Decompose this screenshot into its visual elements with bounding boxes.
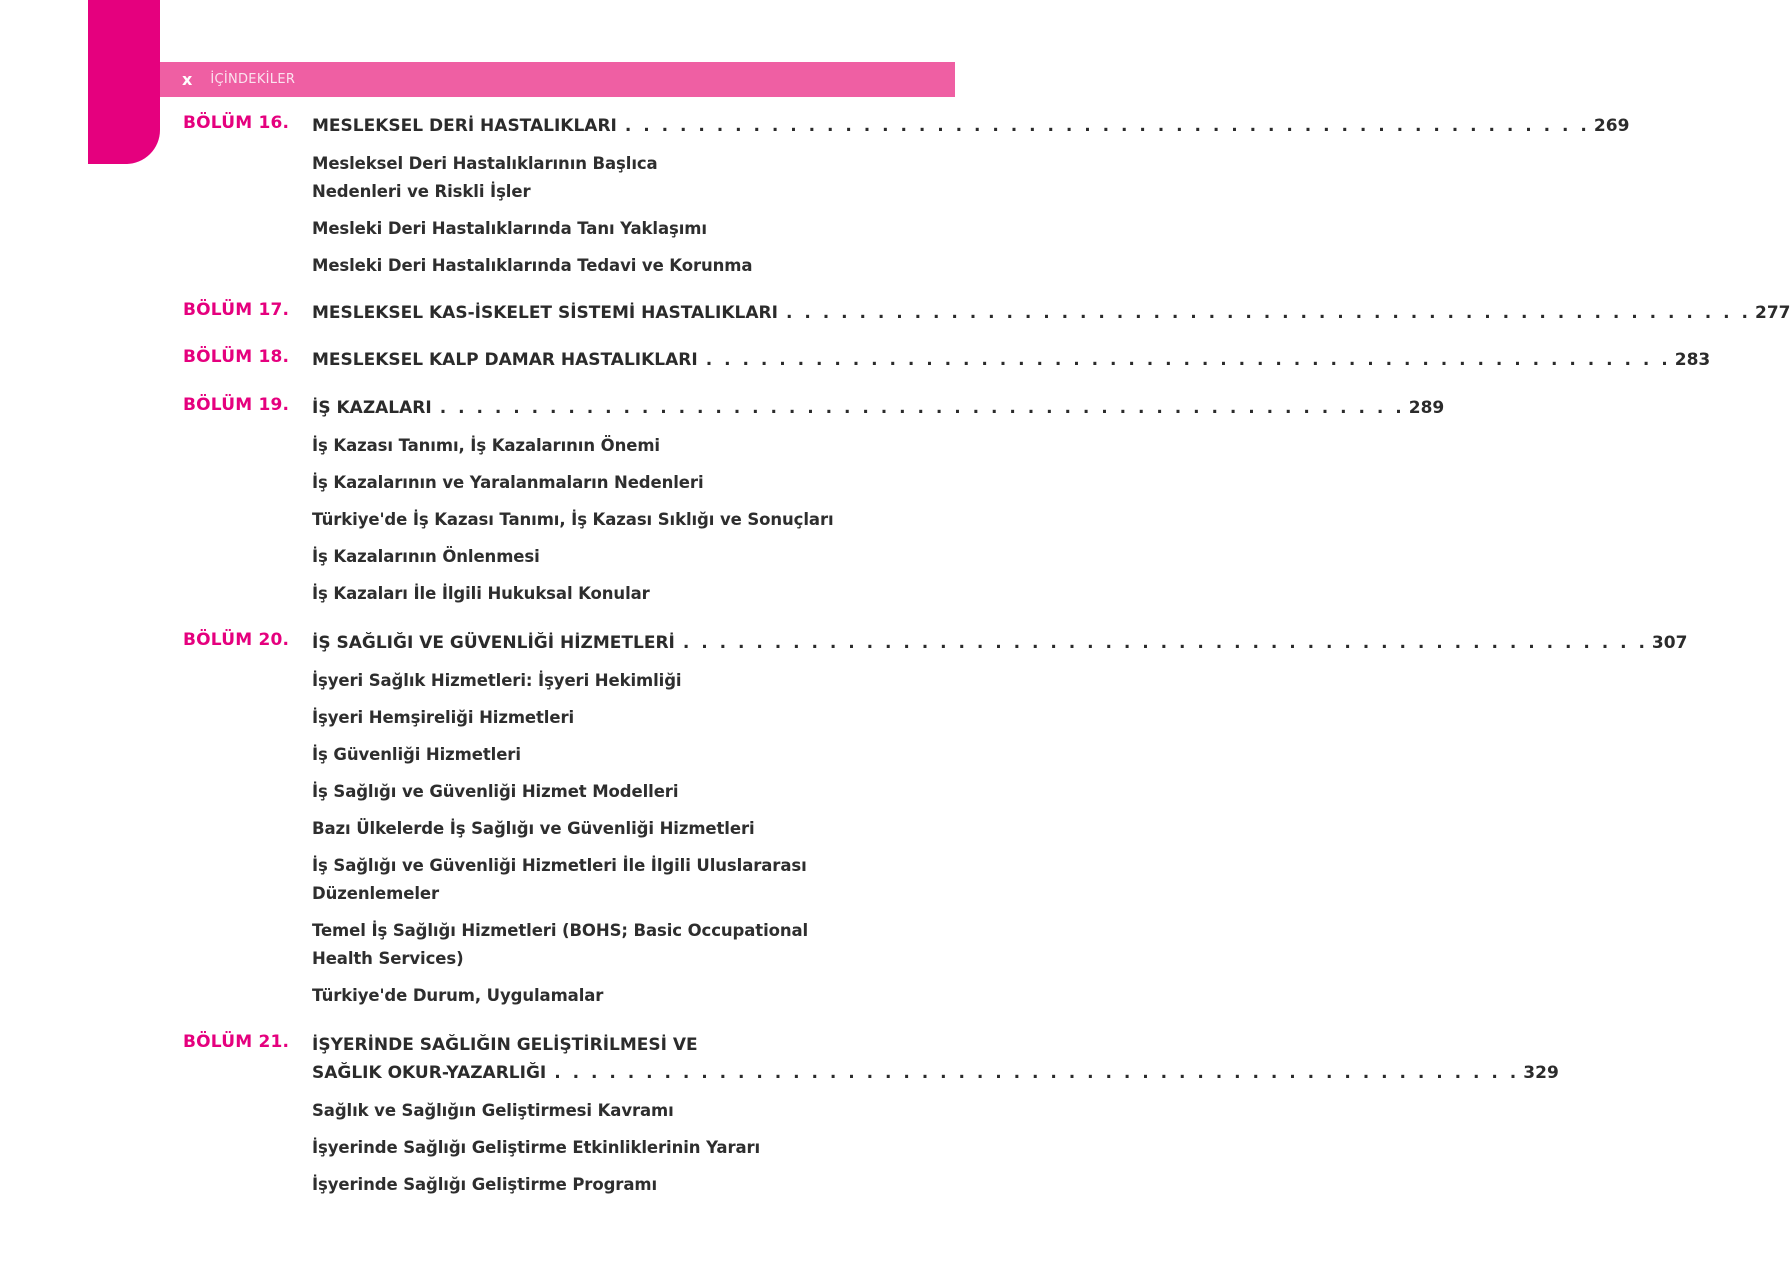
chapter-body <box>312 112 1630 280</box>
section-item[interactable]: Temel İş Sağlığı Hizmetleri (BOHS; Basic Occupational Health Services) <box>312 921 809 968</box>
chapter-title: MESLEKSEL KAS-İSKELET SİSTEMİ HASTALIKLARI <box>312 303 778 323</box>
section-item[interactable]: İş Kazaları İle İlgili Hukuksal Konular <box>312 584 650 603</box>
chapter-20 <box>183 629 1688 1010</box>
chapter-body <box>312 346 1711 374</box>
chapter-title-row[interactable] <box>312 629 1688 657</box>
leader-dots: . . . . . . . . . . . . . . . . . . . . . . . . . . . . . . . . . . . . . . . . . . . . . . . . . . . . . <box>439 398 1405 418</box>
page-number: x <box>182 70 193 89</box>
section-item[interactable]: İş Kazalarının Önlenmesi <box>312 547 540 566</box>
chapter-17 <box>183 299 1790 327</box>
chapter-page: 289 <box>1408 398 1445 418</box>
chapter-label: BÖLÜM 17. <box>183 300 290 320</box>
chapter-19 <box>183 394 1445 608</box>
chapter-title: SAĞLIK OKUR-YAZARLIĞI <box>312 1063 547 1083</box>
header-title: İÇİNDEKİLER <box>210 72 296 87</box>
chapter-page: 277 <box>1754 303 1790 323</box>
section-item[interactable]: İş Sağlığı ve Güvenliği Hizmet Modelleri <box>312 782 679 801</box>
chapter-title: MESLEKSEL DERİ HASTALIKLARI <box>312 116 617 136</box>
leader-dots: . . . . . . . . . . . . . . . . . . . . . . . . . . . . . . . . . . . . . . . . . . . . . . . . . . . . . <box>705 350 1671 370</box>
chapter-16 <box>183 112 1630 280</box>
chapter-page: 283 <box>1674 350 1711 370</box>
chapter-page: 269 <box>1593 116 1630 136</box>
chapter-title-line1: İŞYERİNDE SAĞLIĞIN GELİŞTİRİLMESİ VE <box>312 1035 698 1055</box>
section-item[interactable]: Bazı Ülkelerde İş Sağlığı ve Güvenliği Hizmetleri <box>312 819 755 838</box>
chapter-title-row[interactable] <box>312 346 1711 374</box>
chapter-body <box>312 299 1790 327</box>
section-item[interactable]: İş Kazası Tanımı, İş Kazalarının Önemi <box>312 436 660 455</box>
section-item[interactable]: Türkiye'de İş Kazası Tanımı, İş Kazası Sıklığı ve Sonuçları <box>312 510 834 529</box>
leader-dots: . . . . . . . . . . . . . . . . . . . . . . . . . . . . . . . . . . . . . . . . . . . . . . . . . . . . . <box>624 116 1590 136</box>
section-item[interactable]: İşyerinde Sağlığı Geliştirme Programı <box>312 1175 658 1194</box>
section-item[interactable]: Mesleki Deri Hastalıklarında Tanı Yaklaşımı <box>312 219 707 238</box>
running-header <box>160 62 955 97</box>
section-item[interactable]: İş Güvenliği Hizmetleri <box>312 745 521 764</box>
chapter-21 <box>183 1031 1559 1199</box>
chapter-label: BÖLÜM 19. <box>183 395 290 415</box>
chapter-title: İŞ SAĞLIĞI VE GÜVENLİĞİ HİZMETLERİ <box>312 633 675 653</box>
section-item[interactable]: Mesleki Deri Hastalıklarında Tedavi ve Korunma <box>312 256 753 275</box>
chapter-title-row[interactable] <box>312 112 1630 140</box>
chapter-label: BÖLÜM 16. <box>183 113 290 133</box>
chapter-18 <box>183 346 1711 374</box>
chapter-page: 307 <box>1651 633 1688 653</box>
section-item[interactable]: İş Kazalarının ve Yaralanmaların Nedenleri <box>312 473 704 492</box>
chapter-title-row[interactable] <box>312 394 1445 422</box>
section-item[interactable]: Türkiye'de Durum, Uygulamalar <box>312 986 604 1005</box>
chapter-body <box>312 1031 1559 1199</box>
section-item[interactable]: İşyeri Hemşireliği Hizmetleri <box>312 708 575 727</box>
chapter-title-row[interactable] <box>312 1059 1559 1087</box>
chapter-page: 329 <box>1523 1063 1559 1083</box>
chapter-label: BÖLÜM 20. <box>183 630 290 650</box>
chapter-title: MESLEKSEL KALP DAMAR HASTALIKLARI <box>312 350 698 370</box>
section-item[interactable]: Sağlık ve Sağlığın Geliştirmesi Kavramı <box>312 1101 674 1120</box>
leader-dots: . . . . . . . . . . . . . . . . . . . . . . . . . . . . . . . . . . . . . . . . . . . . . . . . . . . . . <box>682 633 1648 653</box>
section-item[interactable]: Mesleksel Deri Hastalıklarının Başlıca Nedenleri ve Riskli İşler <box>312 154 658 201</box>
chapter-title-row[interactable] <box>312 299 1790 327</box>
chapter-label: BÖLÜM 21. <box>183 1032 290 1052</box>
leader-dots: . . . . . . . . . . . . . . . . . . . . . . . . . . . . . . . . . . . . . . . . . . . . . . . . . . . . . <box>785 303 1751 323</box>
chapter-body <box>312 629 1688 1010</box>
section-item[interactable]: İşyeri Sağlık Hizmetleri: İşyeri Hekimliği <box>312 671 682 690</box>
corner-tab-decoration <box>88 0 160 164</box>
leader-dots: . . . . . . . . . . . . . . . . . . . . . . . . . . . . . . . . . . . . . . . . . . . . . . . . . . . . . <box>554 1063 1520 1083</box>
section-item[interactable]: İş Sağlığı ve Güvenliği Hizmetleri İle İlgili Uluslararası Düzenlemeler <box>312 856 807 903</box>
chapter-title: İŞ KAZALARI <box>312 398 432 418</box>
chapter-label: BÖLÜM 18. <box>183 347 290 367</box>
section-item[interactable]: İşyerinde Sağlığı Geliştirme Etkinliklerinin Yararı <box>312 1138 761 1157</box>
chapter-body <box>312 394 1445 608</box>
